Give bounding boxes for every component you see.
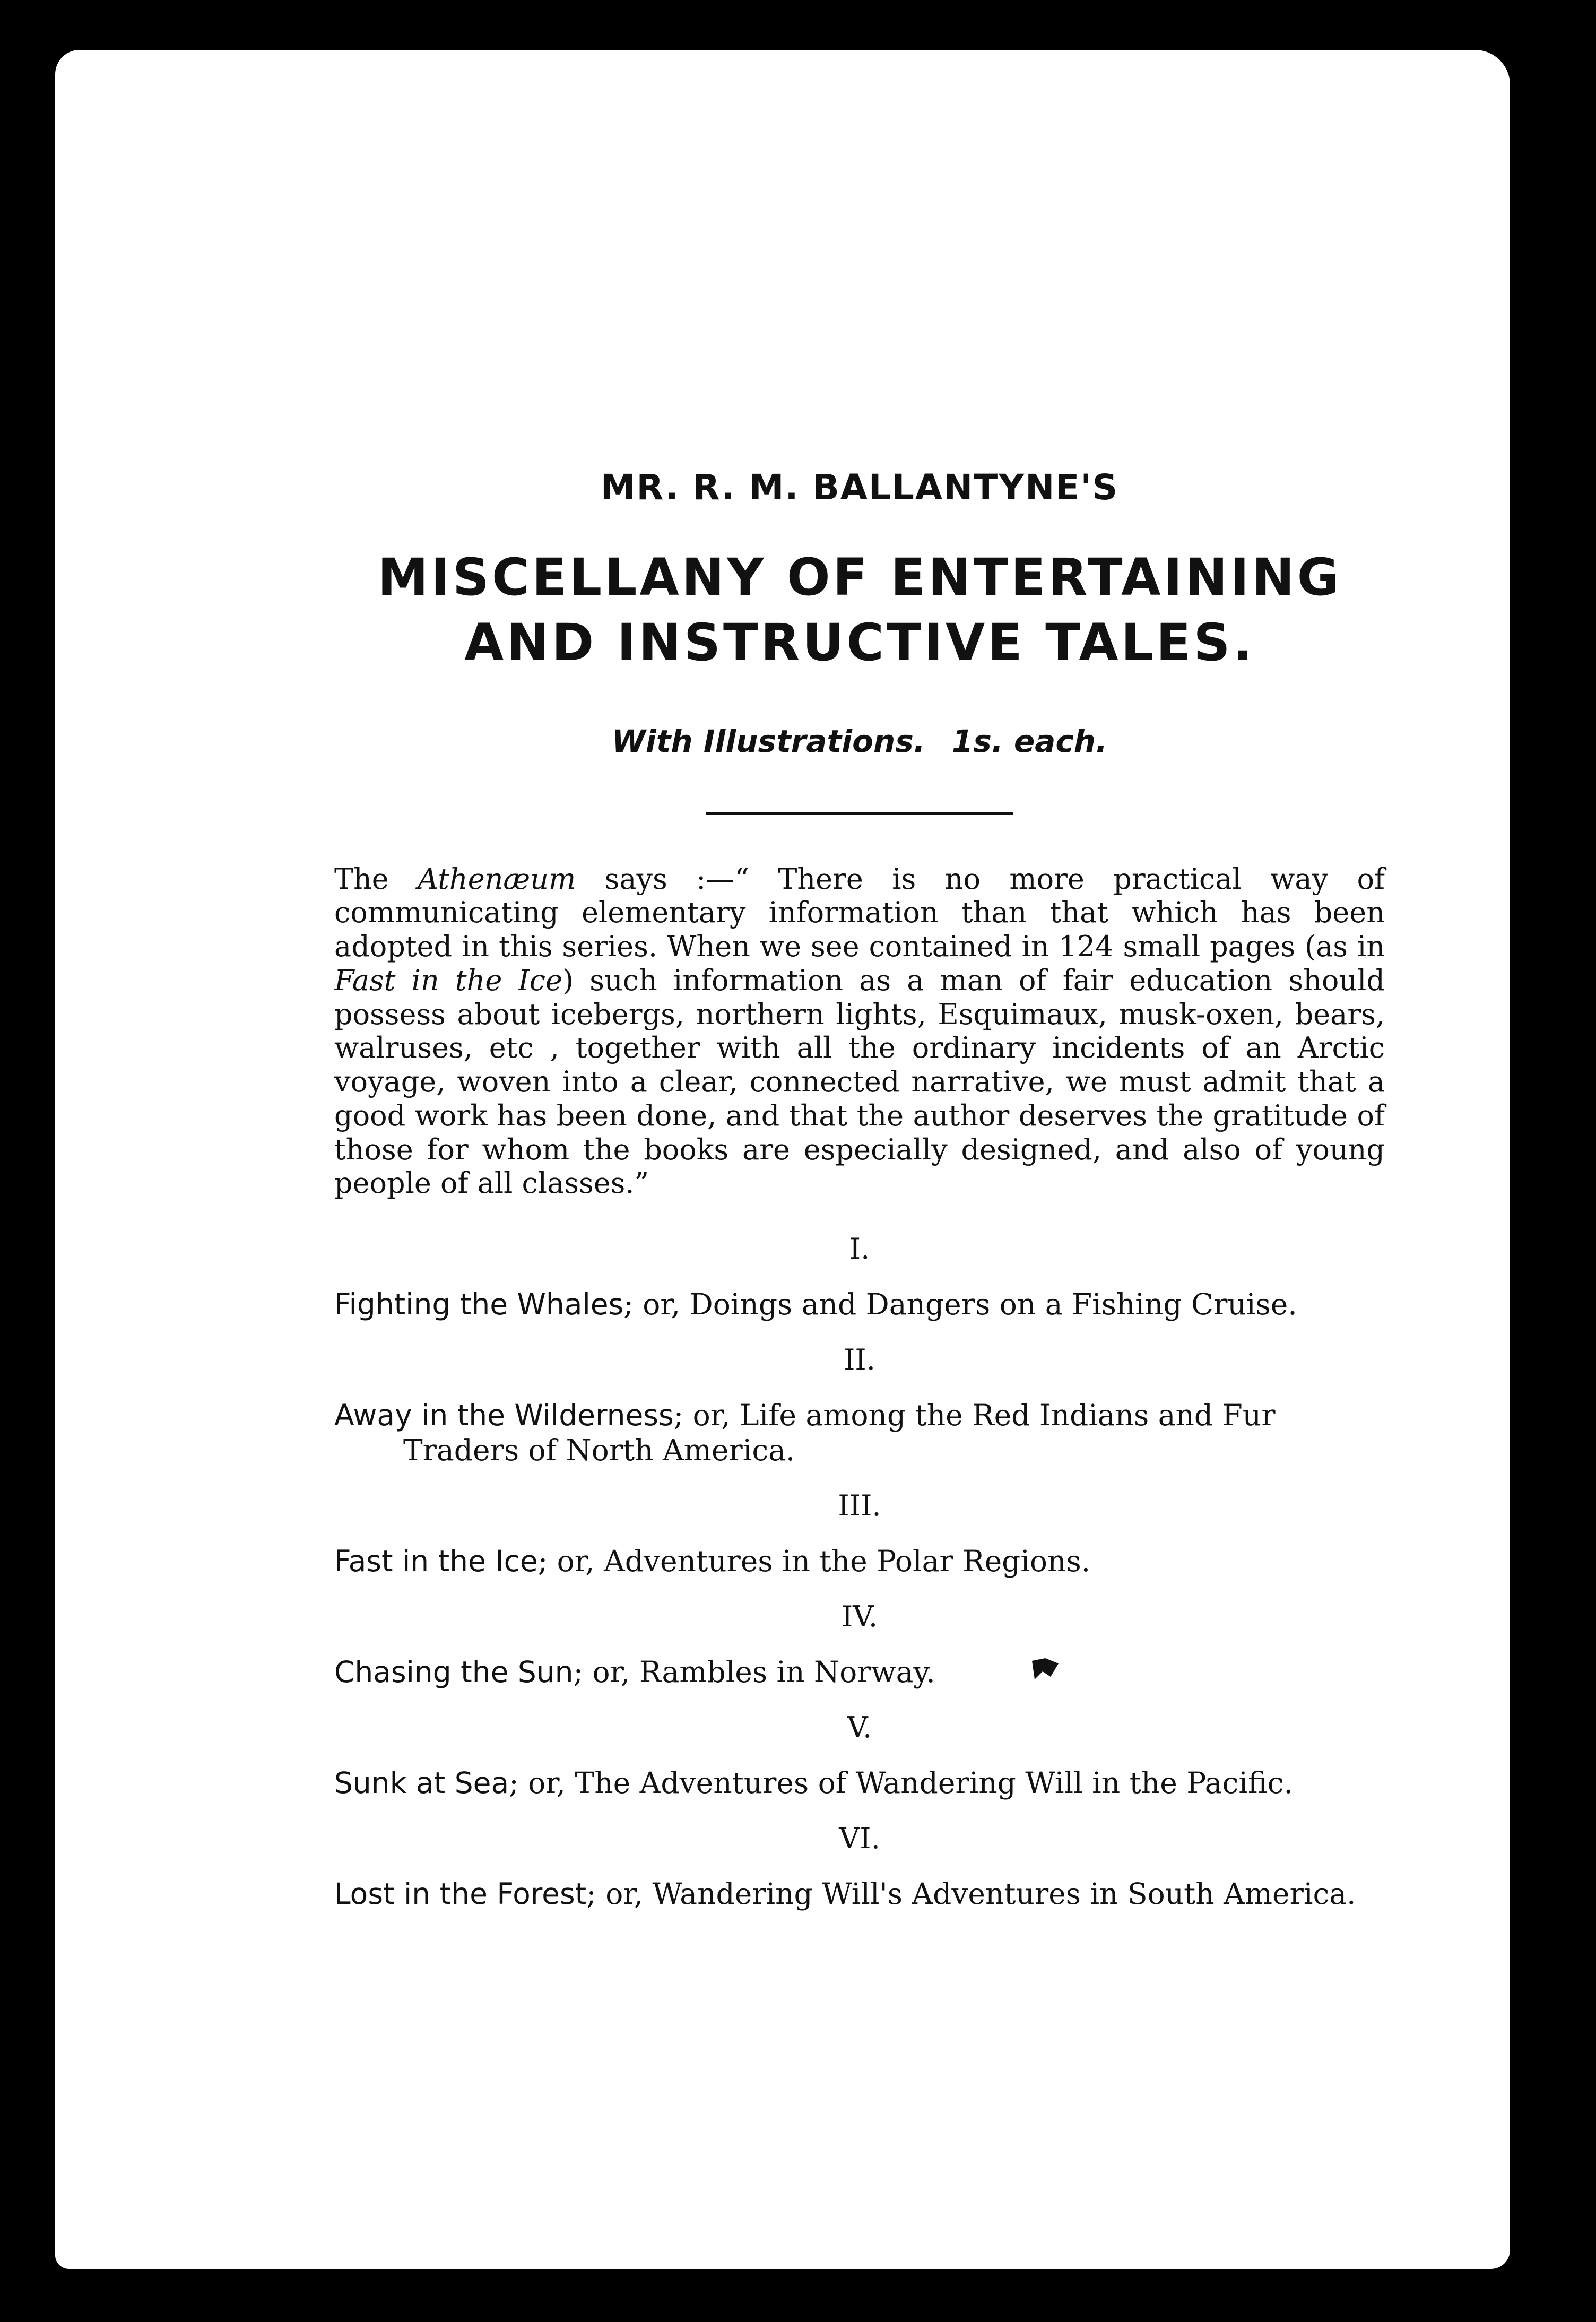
- tale-item: [334, 1711, 1385, 1800]
- tale-entry: [334, 1544, 1385, 1579]
- tale-subtitle: ; or, Adventures in the Polar Regions.: [537, 1544, 1091, 1578]
- tales-list: [334, 1232, 1385, 1911]
- athenaeum-review: [334, 862, 1385, 1200]
- tale-subtitle: ; or, Doings and Dangers on a Fishing Cruise.: [623, 1287, 1297, 1321]
- tale-title: Sunk at Sea: [334, 1765, 509, 1800]
- tale-entry: [334, 1765, 1385, 1800]
- tale-subtitle: ; or, Life among the Red Indians and Fur Traders of North America.: [403, 1398, 1276, 1467]
- tale-item: [334, 1489, 1385, 1579]
- review-text-part-1: “ There is no more practical way of communicating elementary information than that which has been adopted in this series. When we see contained in 124 small pages (as in: [334, 862, 1385, 964]
- tale-title: Away in the Wilderness: [334, 1398, 674, 1432]
- tale-numeral: IV.: [841, 1599, 878, 1633]
- series-title: [334, 545, 1385, 675]
- illustrations-label: With Illustrations.: [611, 723, 925, 759]
- tale-title: Chasing the Sun: [334, 1654, 574, 1689]
- tale-title: Lost in the Forest: [334, 1876, 587, 1911]
- page-content: [334, 467, 1385, 1911]
- scanned-page: [58, 53, 1507, 2266]
- tale-title: Fighting the Whales: [334, 1287, 624, 1321]
- tale-entry: [334, 1398, 1385, 1468]
- tale-item: [334, 1600, 1385, 1689]
- review-says: says :—: [576, 862, 735, 896]
- review-source: Athenæum: [418, 862, 576, 896]
- tale-numeral: II.: [844, 1342, 875, 1376]
- tale-entry: [334, 1876, 1385, 1911]
- tale-subtitle: ; or, Rambles in Norway.: [573, 1654, 935, 1689]
- ink-mark-icon: [1029, 1656, 1061, 1682]
- tale-numeral: V.: [847, 1710, 872, 1744]
- review-cited-title: Fast in the Ice: [334, 963, 563, 997]
- illustrations-note: [334, 723, 1385, 759]
- tale-item: [334, 1822, 1385, 1911]
- tale-entry: [334, 1287, 1385, 1322]
- tale-numeral: VI.: [839, 1821, 880, 1855]
- tale-numeral: III.: [838, 1488, 881, 1522]
- author-heading: MR. R. M. BALLANTYNE'S: [600, 467, 1119, 508]
- section-divider: [706, 812, 1013, 815]
- tale-subtitle: ; or, Wandering Will's Adventures in South America.: [586, 1876, 1356, 1911]
- tale-entry: [334, 1654, 1385, 1689]
- tale-numeral: I.: [849, 1232, 870, 1266]
- tale-subtitle: ; or, The Adventures of Wandering Will in the Pacific.: [509, 1765, 1293, 1800]
- price-label: 1s. each.: [951, 723, 1108, 759]
- series-title-line-2: AND INSTRUCTIVE TALES.: [464, 612, 1255, 672]
- review-text-part-2: ) such information as a man of fair education should possess about icebergs, northern lights, Esquimaux, musk-oxen, bears, walruses, etc , together with all the ordinary incidents of an Arctic voyage, woven into a clear, connected narrative, we must admit that a good work has been done, and that the author deserves the gratitude of those for whom the books are especially designed, and also of young people of all classes.”: [334, 963, 1385, 1200]
- tale-item: [334, 1343, 1385, 1468]
- tale-item: [334, 1232, 1385, 1322]
- series-title-line-1: MISCELLANY OF ENTERTAINING: [377, 548, 1342, 607]
- review-lead: The: [334, 862, 418, 896]
- tale-title: Fast in the Ice: [334, 1544, 538, 1578]
